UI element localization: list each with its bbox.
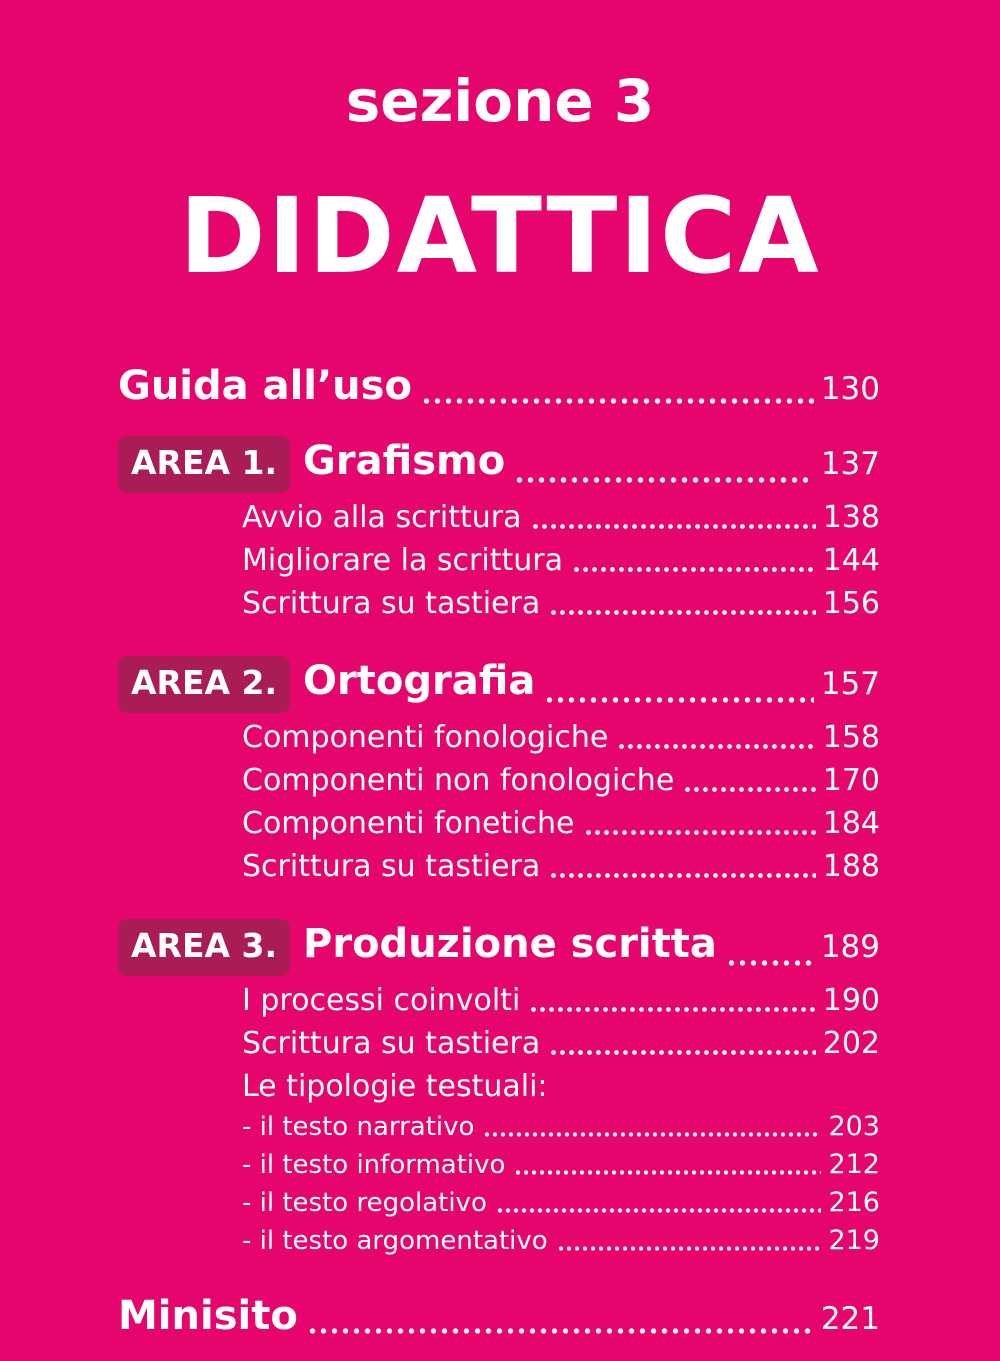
toc-entry	[118, 1069, 880, 1105]
toc-entry	[118, 436, 880, 493]
dotted-leader	[421, 398, 814, 404]
toc-entry-label: Migliorare la scrittura	[242, 543, 563, 579]
toc-entry	[118, 1291, 880, 1344]
dotted-leader	[549, 1050, 816, 1055]
toc-page-number: 184	[822, 806, 880, 842]
toc-page-number: 219	[828, 1225, 880, 1257]
toc-entry	[118, 1187, 880, 1219]
toc-entry-label: - il testo informativo	[242, 1150, 506, 1181]
dotted-leader	[726, 960, 814, 966]
toc-entry-label: Avvio alla scrittura	[242, 500, 522, 536]
dotted-leader	[544, 697, 813, 703]
toc-page-number: 188	[822, 849, 880, 885]
toc-entry	[118, 586, 880, 622]
toc-page-number: 130	[820, 371, 880, 408]
toc-page-number: 221	[820, 1301, 880, 1338]
dotted-leader	[572, 567, 816, 572]
dotted-leader	[529, 1007, 815, 1012]
toc-entry	[118, 849, 880, 885]
toc-entry	[118, 720, 880, 756]
toc-entry	[118, 361, 880, 414]
toc-page-number: 190	[822, 983, 880, 1019]
toc-page-number: 216	[828, 1187, 880, 1219]
toc-entry-label: Minisito	[118, 1293, 298, 1340]
toc-page-number: 189	[820, 929, 880, 966]
toc-entry	[118, 1111, 880, 1143]
dotted-leader	[549, 610, 816, 615]
toc-page-number: 144	[822, 543, 880, 579]
table-of-contents	[118, 361, 880, 1344]
toc-entry-label: Guida all’uso	[118, 363, 412, 410]
toc-entry	[118, 763, 880, 799]
toc-entry-label: Scrittura su tastiera	[242, 849, 541, 885]
toc-entry-label: Le tipologie testuali:	[242, 1069, 548, 1105]
dotted-leader	[557, 1246, 822, 1251]
toc-entry-label: Componenti non fonologiche	[242, 763, 675, 799]
toc-entry-label: I processi coinvolti	[242, 983, 521, 1019]
dotted-leader	[514, 477, 814, 483]
toc-entry-label: Produzione scritta	[303, 921, 717, 968]
page-title: DIDATTICA	[179, 174, 821, 297]
toc-entry-label: Ortografia	[303, 658, 536, 705]
toc-entry	[118, 543, 880, 579]
dotted-leader	[496, 1208, 822, 1213]
toc-entry-label: Scrittura su tastiera	[242, 586, 541, 622]
toc-entry	[118, 656, 880, 713]
dotted-leader	[531, 524, 816, 529]
toc-entry-label: - il testo narrativo	[242, 1112, 475, 1143]
toc-page-number: 170	[822, 763, 880, 799]
dotted-leader	[617, 744, 815, 749]
toc-entry	[118, 1149, 880, 1181]
toc-entry	[118, 806, 880, 842]
toc-entry	[118, 1225, 880, 1257]
toc-page-number: 138	[822, 500, 880, 536]
toc-entry-label: Grafismo	[303, 438, 506, 485]
toc-entry	[118, 919, 880, 976]
toc-page-number: 203	[828, 1111, 880, 1143]
area-badge: AREA 1.	[118, 436, 290, 493]
toc-page-number: 157	[820, 666, 880, 703]
section-label: sezione 3	[345, 67, 655, 135]
toc-page-number: 158	[822, 720, 880, 756]
toc-page-number: 202	[822, 1026, 880, 1062]
toc-entry-label: Componenti fonologiche	[242, 720, 609, 756]
dotted-leader	[584, 830, 816, 835]
dotted-leader	[514, 1170, 821, 1175]
toc-entry-label: - il testo argomentativo	[242, 1226, 548, 1257]
toc-entry-label: Componenti fonetiche	[242, 806, 575, 842]
toc-entry	[118, 983, 880, 1019]
toc-entry-label: Scrittura su tastiera	[242, 1026, 541, 1062]
toc-page-number: 212	[828, 1149, 880, 1181]
dotted-leader	[483, 1132, 821, 1137]
toc-page-number: 137	[820, 446, 880, 483]
toc-entry-label: - il testo regolativo	[242, 1188, 487, 1219]
area-badge: AREA 2.	[118, 656, 290, 713]
toc-entry	[118, 1026, 880, 1062]
dotted-leader	[549, 873, 816, 878]
area-badge: AREA 3.	[118, 919, 290, 976]
dotted-leader	[307, 1328, 814, 1334]
toc-page-number: 156	[822, 586, 880, 622]
dotted-leader	[683, 787, 815, 792]
toc-entry	[118, 500, 880, 536]
